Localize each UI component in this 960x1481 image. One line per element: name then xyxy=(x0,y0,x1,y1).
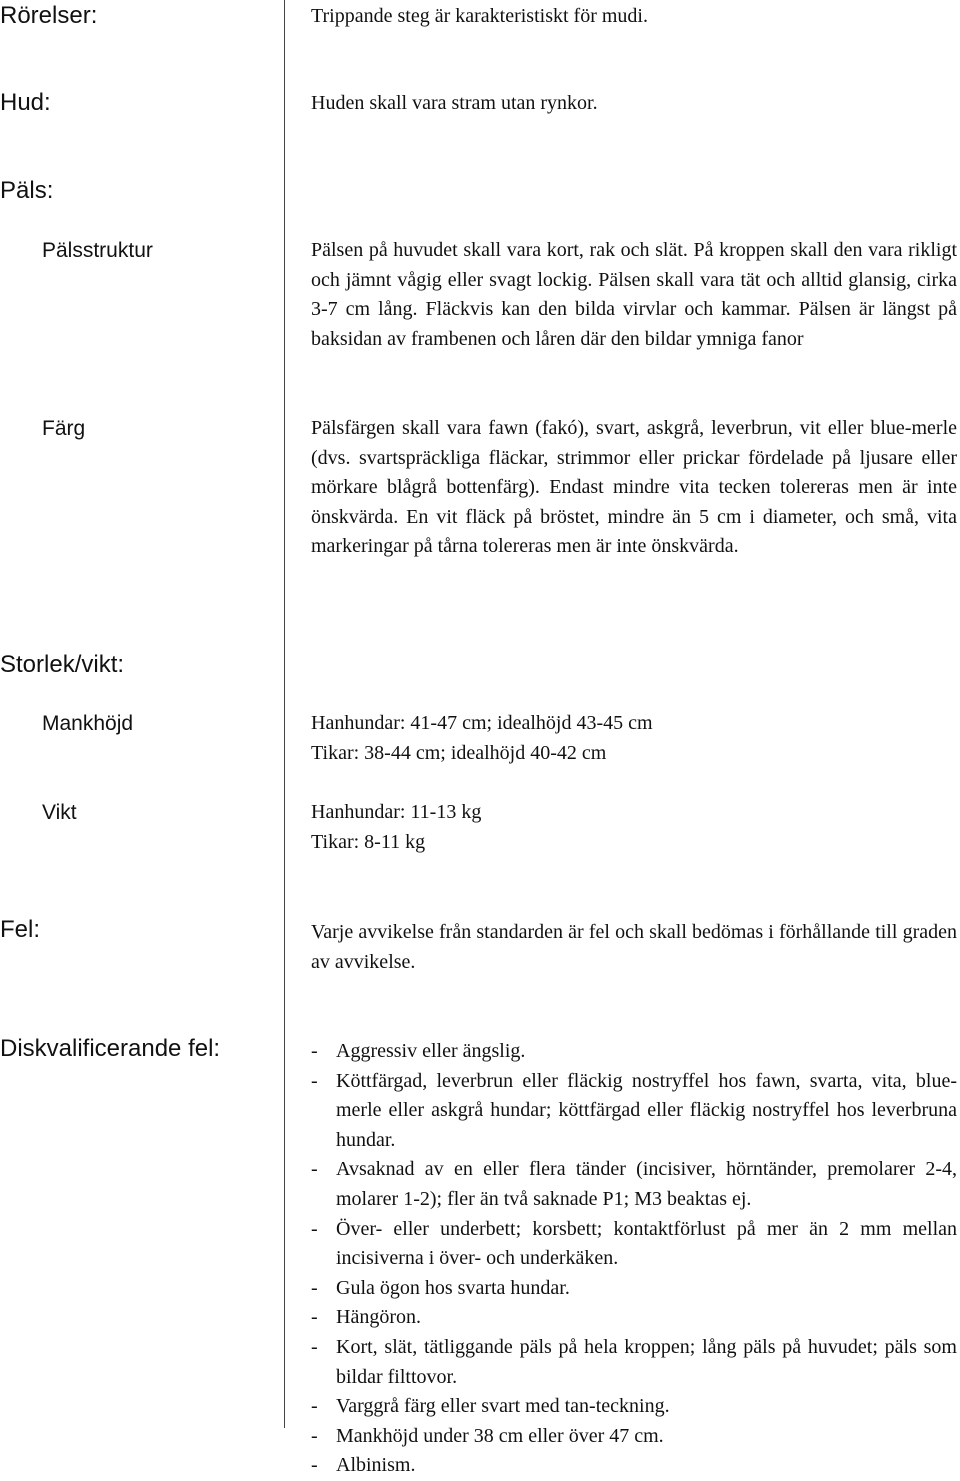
label-farg: Färg xyxy=(42,417,86,440)
list-dash: - xyxy=(311,1335,318,1358)
text-fel: Varje avvikelse från standarden är fel och skall bedömas i förhållande till graden av avvikelse. xyxy=(311,921,957,973)
label-mankhojd: Mankhöjd xyxy=(42,712,134,735)
list-dash: - xyxy=(311,1158,318,1181)
column-divider xyxy=(284,0,285,1428)
list-dash: - xyxy=(311,1306,318,1329)
list-item: - Över- eller underbett; korsbett; kontaktförlust på mer än 2 mm mellan incisiverna i över- och underkäken. xyxy=(311,1215,957,1274)
list-item: - Köttfärgad, leverbrun eller fläckig nostryffel hos fawn, svarta, vita, blue-merle eller askgrå hundar; köttfärgad eller fläckig nostryffel hos leverbruna hundar. xyxy=(311,1067,957,1156)
text-vikt: Hanhundar: 11-13 kg Tikar: 8-11 kg xyxy=(311,801,482,853)
text-rorelser: Trippande steg är karakteristiskt för mudi. xyxy=(311,5,648,27)
list-item: - Mankhöjd under 38 cm eller över 47 cm. xyxy=(311,1422,957,1452)
text-mankhojd: Hanhundar: 41-47 cm; idealhöjd 43-45 cm Tikar: 38-44 cm; idealhöjd 40-42 cm xyxy=(311,712,653,764)
list-dash: - xyxy=(311,1040,318,1062)
list-item: - Kort, slät, tätliggande päls på hela kroppen; lång päls på huvudet; päls som bildar filttovor. xyxy=(311,1333,957,1392)
label-palsstruktur: Pälsstruktur xyxy=(42,239,153,262)
text-hud: Huden skall vara stram utan rynkor. xyxy=(311,92,598,114)
heading-hud: Hud: xyxy=(0,89,51,116)
list-item: - Albinism. xyxy=(311,1451,957,1481)
list-dash: - xyxy=(311,1454,318,1477)
text-palsstruktur: Pälsen på huvudet skall vara kort, rak och slät. På kroppen skall den vara rikligt och jämnt vågig eller svagt lockig. Pälsen skall vara tät och alltid glansig, cirka 3-7 cm lång. Fläckvis kan den bilda virvlar och kammar. Pälsen är längst på baksidan av frambenen och låren där den bildar ymniga fanor xyxy=(311,239,957,350)
list-dash: - xyxy=(311,1217,318,1240)
text-farg: Pälsfärgen skall vara fawn (fakó), svart, askgrå, leverbrun, vit eller blue-merle (dvs. svartspräckliga fläckar, strimmor eller prickar fördelade på ljusare eller mörkare blågrå bottenfärg). Endast mindre vita tecken tolereras men är inte önskvärda. En vit fläck på bröstet, mindre än 5 cm i diameter, och små, vita markeringar på tårna tolereras men är inte önskvärda. xyxy=(311,417,957,558)
list-item: - Hängöron. xyxy=(311,1303,957,1333)
list-item: - Avsaknad av en eller flera tänder (incisiver, hörntänder, premolarer 2-4, molarer 1-2); fler än två saknade P1; M3 beaktas ej. xyxy=(311,1155,957,1214)
heading-rorelser: Rörelser: xyxy=(0,2,98,29)
list-dash: - xyxy=(311,1395,318,1418)
list-dash: - xyxy=(311,1276,318,1299)
list-dash: - xyxy=(311,1424,318,1447)
heading-diskvalificerande-fel: Diskvalificerande fel: xyxy=(0,1035,221,1062)
heading-fel: Fel: xyxy=(0,916,41,943)
list-item: - Aggressiv eller ängslig. xyxy=(311,1037,957,1067)
list-item: - Gula ögon hos svarta hundar. xyxy=(311,1274,957,1304)
list-dash: - xyxy=(311,1069,318,1092)
heading-storlek-vikt: Storlek/vikt: xyxy=(0,651,125,678)
label-vikt: Vikt xyxy=(42,801,77,824)
disqualifying-faults-list xyxy=(311,1037,957,1481)
heading-pals: Päls: xyxy=(0,177,54,204)
list-item: - Varggrå färg eller svart med tan-teckning. xyxy=(311,1392,957,1422)
